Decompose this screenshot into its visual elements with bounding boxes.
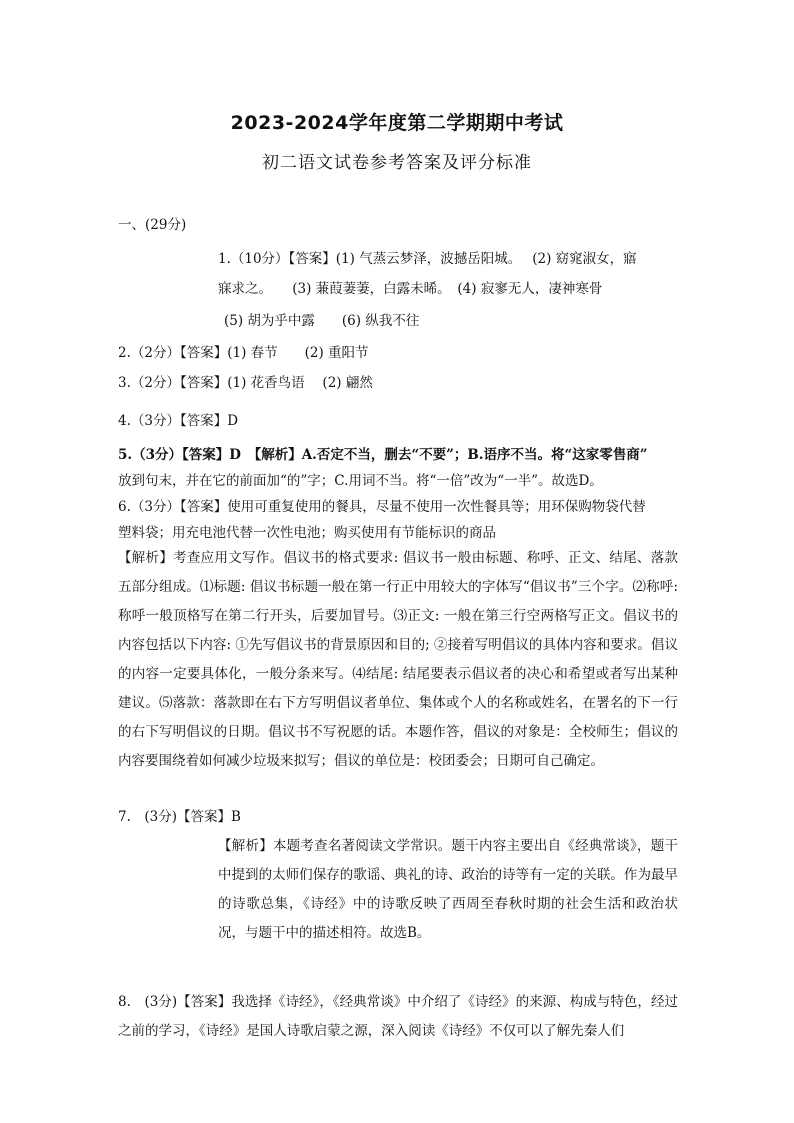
q7-answer: 7. (3分)【答案】B [118, 809, 241, 825]
q6-answer-line1: 6.（3分）【答案】使用可重复使用的餐具，尽量不使用一次性餐具等；用环保购物袋代替 [118, 499, 646, 515]
section-heading: 一、(29分) [118, 217, 187, 233]
page-title: 2023-2024学年度第二学期期中考试 [230, 112, 564, 134]
q4-answer: 4.（3分）【答案】D [118, 413, 239, 429]
q8-answer: 8. (3分)【答案】我选择《诗经》，《经典常谈》中介绍了《诗经》的来源、构成与特色，经过之前的学习，《诗经》是国人诗歌启蒙之源，深入阅读《诗经》不仅可以了解先秦人们 [118, 994, 678, 1039]
q6-answer-line2: 塑料袋；用充电池代替一次性电池；购买使用有节能标识的商品 [118, 525, 496, 541]
q1-answer-line3: (5) 胡为乎中露 (6) 纵我不往 [224, 313, 420, 329]
q1-answer-line2: 寐求之。 (3) 蒹葭萋萋，白露未晞。 (4) 寂寥无人，凄神寒骨 [218, 281, 603, 297]
q3-answer: 3.（2分）【答案】(1) 花香鸟语 (2) 翩然 [118, 375, 373, 391]
q1-answer-line1: 1.（10分）【答案】(1) 气蒸云梦泽，波撼岳阳城。 (2) 窈窕淑女，寤 [218, 251, 637, 267]
page-subtitle: 初二语文试卷参考答案及评分标准 [262, 153, 532, 173]
q6-analysis: 【解析】考查应用文写作。倡议书的格式要求: 倡议书一般由标题、称呼、正文、结尾、落款五部分组成。⑴标题: 倡议书标题一般在第一行正中用较大的字体写“倡议书”三个字。⑵称呼: 称呼一般顶格写在第二行开头，后要加冒号。⑶正文: 一般在第三行空两格写正文。倡议书的内容包括以下内容: ①先写倡议书的背景原因和目的; ②接着写明倡议的具体内容和要求。倡议的内容一定要具体化，一般分条来写。⑷结尾: 结尾要表示倡议者的决心和希望或者写出某种建议。⑸落款：落款即在右下方写明倡议者单位、集体或个人的名称或姓名，在署名的下一行的右下写明倡议的日期。倡议书不写祝愿的话。本题作答，倡议的对象是：全校师生；倡议的内容要围绕着如何减少垃圾来拟写；倡议的单位是：校团委会；日期可自己确定。 [118, 550, 678, 769]
q5-answer-line2: 放到句末，并在它的前面加“的”字；C.用词不当。将“一倍”改为“一半”。故选D。 [118, 473, 603, 489]
q7-analysis: 【解析】本题考查名著阅读文学常识。题干内容主要出自《经典常谈》，题干中提到的太师们保存的歌谣、典礼的诗、政治的诗等有一定的关联。作为最早的诗歌总集，《诗经》中的诗歌反映了西周至春秋时期的社会生活和政治状况，与题干中的描述相符。故选B。 [218, 838, 678, 941]
q2-answer: 2.（2分）【答案】(1) 春节 (2) 重阳节 [118, 345, 369, 361]
q5-answer-line1: 5.（3分）【答案】D 【解析】A.否定不当，删去“不要”；B.语序不当。将“这家零售商” [118, 447, 648, 463]
